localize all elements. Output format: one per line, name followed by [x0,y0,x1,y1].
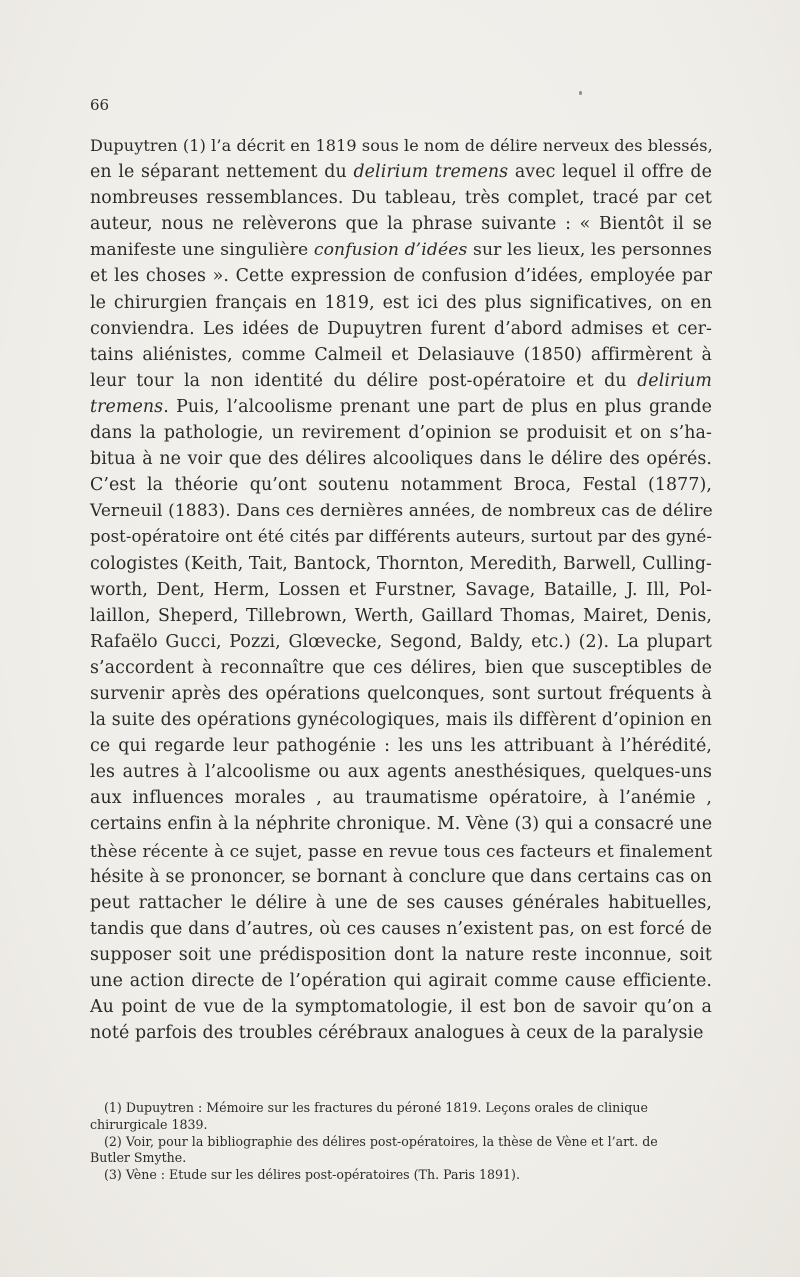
text-segment: certains enfin à la néphrite chronique. M. Vène (3) qui a consacré une [90,814,713,835]
text-line [90,368,712,394]
text-line [90,733,712,759]
text-segment: et les choses ». Cette expression de confusion d’idées, employée par [90,266,712,287]
footnote [90,1133,712,1168]
text-segment: laillon, Sheperd, Tillebrown, Werth, Gaillard Thomas, Mairet, Denis, [90,605,712,626]
text-segment: manifeste une singulière [90,240,314,261]
footnote-text: (1) Dupuytren : Mémoire sur les fractures du péroné 1819. Leçons orales de clinique [104,1100,648,1115]
text-segment: avec lequel il offre de [508,162,712,183]
text-line [90,890,712,916]
text-segment: bitua à ne voir que des délires alcooliques dans le délire des opérés. [90,449,712,470]
footnote [104,1167,712,1184]
text-segment: supposer soit une prédisposition dont la nature reste inconnue, soit [90,944,712,965]
text-line [90,472,712,498]
text-segment: conviendra. Les idées de Dupuytren furent d’abord admises et cer- [90,318,712,339]
footnote [90,1100,712,1134]
text-line [90,811,712,837]
text-segment: thèse récente à ce sujet, passe en revue tous ces facteurs et finalement [90,840,713,861]
text-segment: survenir après des opérations quelconques, sont surtout fréquents à [90,683,712,704]
text-line [90,655,712,681]
text-line [90,629,712,655]
footnote-continuation: Butler Smythe. [90,1150,187,1166]
text-line [90,524,712,550]
text-line [90,785,712,811]
text-segment: Verneuil (1883). Dans ces dernières années, de nombreux cas de délire [90,501,713,522]
italic-text: delirium tremens [353,162,509,183]
italic-text: confusion d’idées [313,240,468,261]
text-segment: tandis que dans d’autres, où ces causes n’existent pas, on est forcé de [90,918,712,939]
text-line [90,159,712,185]
text-line [90,838,712,864]
text-segment: ce qui regarde leur pathogénie : les uns les attribuant à l’hérédité, [90,736,712,757]
text-segment: s’accordent à reconnaître que ces délires, bien que susceptibles de [90,657,712,678]
text-line [90,316,712,342]
text-line [90,185,712,211]
text-segment: cologistes (Keith, Tait, Bantock, Thornton, Meredith, Barwell, Culling- [90,553,712,574]
text-segment: leur tour la non identité du délire post-opératoire et du [90,370,638,391]
text-line [90,290,712,316]
text-line [90,420,712,446]
text-segment: une action directe de l’opération qui agirait comme cause efficiente. [90,971,712,991]
text-segment: tains aliénistes, comme Calmeil et Delasiauve (1850) affirmèrent à [90,344,712,365]
text-line [90,994,712,1020]
text-segment: hésite à se prononcer, se bornant à conclure que dans certains cas on [90,866,712,887]
text-segment: Au point de vue de la symptomatologie, il est bon de savoir qu’on a [90,997,712,1018]
text-line [90,916,712,942]
footnote-text: (2) Voir, pour la bibliographie des délires post-opératoires, la thèse de Vène et l’art. de [104,1133,658,1149]
text-line [90,133,712,159]
text-segment: la suite des opérations gynécologiques, mais ils diffèrent d’opinion en [90,710,712,731]
main-paragraph [90,133,712,1046]
text-segment: Dupuytren (1) l’a décrit en 1819 sous le nom de délire nerveux des blessés, [90,136,713,155]
text-line [90,211,712,237]
footnote-continuation: chirurgicale 1839. [90,1116,208,1132]
italic-text: tremens [90,396,164,417]
text-segment: worth, Dent, Herm, Lossen et Furstner, Savage, Bataille, J. Ill, Pol- [90,579,712,600]
text-segment: Rafaëlo Gucci, Pozzi, Glœvecke, Segond, Baldy, etc.) (2). La plupart [90,631,712,652]
text-line [90,446,712,472]
text-segment: le chirurgien français en 1819, est ici des plus significatives, on en [90,292,712,313]
text-line [90,394,712,420]
text-segment: post-opératoire ont été cités par différents auteurs, surtout par des gyné- [90,527,712,547]
text-segment: C’est la théorie qu’ont soutenu notamment Broca, Festal (1877), [90,475,712,496]
text-line [90,864,712,890]
footnotes [90,1100,712,1184]
text-line [90,707,712,733]
text-line [90,942,712,968]
text-line [90,263,712,289]
text-segment: nombreuses ressemblances. Du tableau, très complet, tracé par cet [90,188,712,209]
footnote-text: (3) Vène : Etude sur les délires post-opératoires (Th. Paris 1891). [104,1167,520,1183]
text-segment: les autres à l’alcoolisme ou aux agents anesthésiques, quelques-uns [90,762,712,783]
text-segment: sur les lieux, les personnes [467,240,712,261]
text-segment: auteur, nous ne relèverons que la phrase suivante : « Bientôt il se [90,214,712,235]
text-line [90,968,712,994]
page-number: 66 [90,96,110,114]
text-segment: . Puis, l’alcoolisme prenant une part de plus en plus grande [163,396,712,417]
paper-speck [579,91,582,95]
text-line [90,577,712,603]
text-segment: en le séparant nettement du [90,162,354,183]
text-segment: dans la pathologie, un revirement d’opinion se produisit et on s’ha- [90,423,712,444]
text-line [90,603,712,629]
text-segment: aux influences morales , au traumatisme opératoire, à l’anémie , [90,788,712,809]
text-line [90,1020,712,1046]
text-segment: peut rattacher le délire à une de ses causes générales habituelles, [90,892,712,913]
italic-text: delirium [637,370,712,391]
text-line [90,681,712,707]
text-line [90,498,712,524]
text-line [90,759,712,785]
text-line [90,551,712,577]
text-line [90,342,712,368]
text-segment: noté parfois des troubles cérébraux analogues à ceux de la paralysie [90,1023,704,1044]
text-line [90,237,712,263]
